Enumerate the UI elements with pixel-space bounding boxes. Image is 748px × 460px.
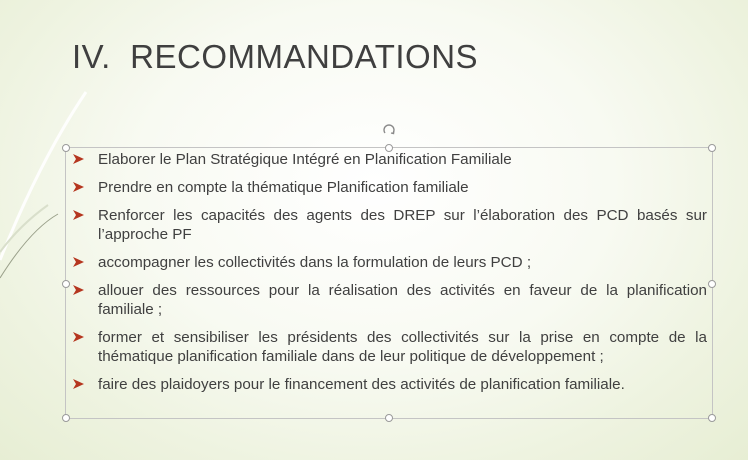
bullet-text: accompagner les collectivités dans la formulation de leurs PCD ; (98, 254, 532, 271)
resize-handle-middle-right[interactable] (708, 280, 716, 288)
resize-handle-bottom-left[interactable] (62, 414, 70, 422)
bullet-text: faire des plaidoyers pour le financement des activités de planification familiale. (98, 376, 625, 393)
arrow-bullet-icon (73, 257, 84, 267)
resize-handle-top-right[interactable] (708, 144, 716, 152)
arrow-bullet-icon (73, 332, 84, 342)
bullet-text: Prendre en compte la thématique Planification familiale (98, 179, 469, 196)
bullet-item[interactable] (73, 375, 707, 394)
arrow-bullet-icon (73, 379, 84, 389)
bullet-text: allouer des ressources pour la réalisation des activités en faveur de la planification familiale ; (98, 282, 707, 318)
bullet-item[interactable] (73, 253, 707, 272)
bullet-item[interactable] (73, 328, 707, 366)
bullet-text: Renforcer les capacités des agents des DREP sur l’élaboration des PCD basés sur l’approche PF (98, 207, 707, 243)
arrow-bullet-icon (73, 285, 84, 295)
arrow-bullet-icon (73, 210, 84, 220)
arrow-bullet-icon (73, 182, 84, 192)
resize-handle-bottom-center[interactable] (385, 414, 393, 422)
bullet-text: Elaborer le Plan Stratégique Intégré en Planification Familiale (98, 151, 512, 168)
bullet-item[interactable] (73, 150, 707, 169)
resize-handle-middle-left[interactable] (62, 280, 70, 288)
arrow-bullet-icon (73, 154, 84, 164)
slide-title[interactable]: IV. RECOMMANDATIONS (72, 38, 479, 75)
resize-handle-bottom-right[interactable] (708, 414, 716, 422)
bullet-item[interactable] (73, 206, 707, 244)
bullet-text: former et sensibiliser les présidents des collectivités sur la prise en compte de la thématique planification familiale dans de leur politique de développement ; (98, 329, 707, 365)
bullet-item[interactable] (73, 281, 707, 319)
bullet-list[interactable] (73, 150, 707, 394)
bullet-item[interactable] (73, 178, 707, 197)
rotate-handle-icon[interactable] (382, 124, 396, 138)
resize-handle-top-left[interactable] (62, 144, 70, 152)
